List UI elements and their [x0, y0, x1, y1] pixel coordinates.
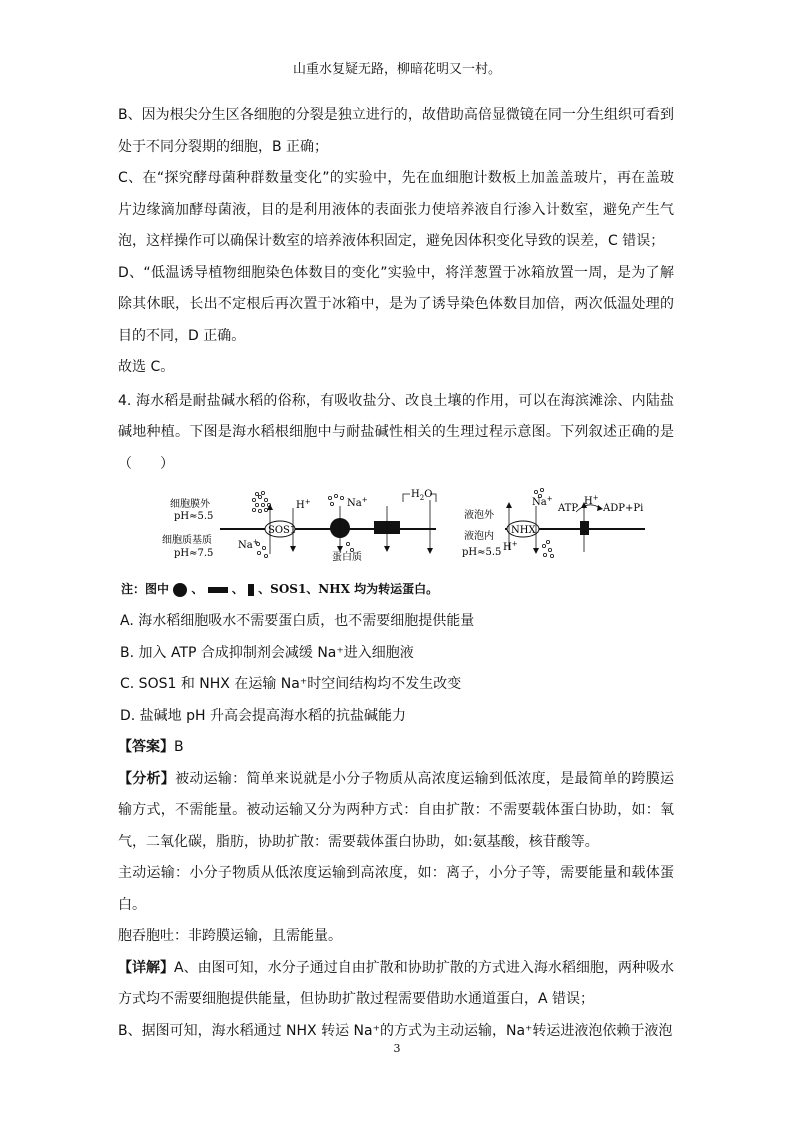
h-arrow-nhx-head	[506, 502, 512, 508]
option-b: B. 加入 ATP 合成抑制剂会减缓 Na⁺进入细胞液	[120, 644, 414, 661]
h2o-diffusion-arrow-head	[427, 548, 433, 554]
figure-note-suffix: 、SOS1、NHX 均为转运蛋白。	[258, 582, 439, 596]
figure-note	[121, 580, 438, 597]
label-cytoplasm: 细胞质基质	[162, 535, 212, 546]
document-body	[118, 100, 674, 1047]
nhx-label: NHX	[511, 525, 536, 536]
answer-value: B	[174, 739, 184, 755]
h-label-nhx: H+	[503, 540, 518, 553]
label-vacuole-ph: pH≈5.5	[462, 547, 502, 558]
analysis-text: 被动运输：简单来说就是小分子物质从高浓度运输到低浓度，是最简单的跨膜运输方式，不需能量。被动运输又分为两种方式：自由扩散：不需要载体蛋白协助，如：氧气，二氧化碳，脂肪，协助扩散：需要载体蛋白协助，如:氨基酸，核苷酸等。	[118, 770, 675, 850]
option-c: C. SOS1 和 NHX 在运输 Na⁺时空间结构均不发生改变	[120, 676, 462, 692]
detail-option-b: B、据图可知，海水稻通过 NHX 转运 Na⁺的方式为主动运输，Na⁺转运进液泡依赖于液泡	[118, 1022, 673, 1039]
h-label-pump: H+	[584, 494, 599, 507]
water-channel-arrow-head	[384, 546, 390, 552]
na-label-nhx: Na+	[532, 495, 553, 508]
figure-note-sep-2: 、	[231, 582, 244, 596]
na-arrow-head	[267, 504, 273, 510]
proton-pump	[580, 521, 589, 535]
label-inside-vacuole: 液泡内	[464, 531, 494, 542]
paragraph-option-b-explanation: B、因为根尖分生区各细胞的分裂是独立进行的，故借助高倍显微镜在同一分生组织可看到处于不同分裂期的细胞，B 正确；	[118, 107, 674, 155]
h2o-label: $H_2O$	[411, 489, 433, 502]
label-outside-ph: pH≈5.5	[174, 511, 214, 522]
page-header-motto: 山重水复疑无路，柳暗花明又一村。	[292, 62, 501, 77]
transport-diagram-svg	[118, 484, 674, 580]
h-label-sos1: H+	[296, 498, 311, 511]
page-number: 3	[393, 1042, 401, 1055]
adp-pi-label: ADP+Pi	[603, 503, 644, 514]
analysis-endocytosis: 胞吞胞吐：非跨膜运输，且需能量。	[118, 928, 342, 944]
legend-bar-icon	[208, 587, 228, 593]
analysis-paragraph	[118, 764, 674, 859]
sos1-label: SOS1	[268, 525, 297, 536]
detail-text: A、由图可知，水分子通过自由扩散和协助扩散的方式进入海水稻细胞，两种吸水方式均不需要细胞提供能量，但协助扩散过程需要借助水通道蛋白，A 错误；	[118, 959, 675, 1007]
label-cytoplasm-ph: pH≈7.5	[174, 548, 214, 559]
label-outside-vacuole: 液泡外	[464, 510, 494, 521]
protein-label: 蛋白质	[332, 552, 362, 563]
option-a: A. 海水稻细胞吸水不需要蛋白质，也不需要细胞提供能量	[120, 613, 475, 629]
paragraph-option-d-explanation: D、“低温诱导植物细胞染色体数目的变化”实验中，将洋葱置于冰箱放置一周，是为了解除其休眠，长出不定根后再次置于冰箱中，是为了诱导染色体数目加倍，两次低温处理的目的不同，D 正确。	[118, 264, 674, 344]
answer-line	[118, 732, 674, 764]
analysis-label: 【分析】	[118, 770, 176, 787]
detail-paragraph	[118, 953, 674, 1016]
atp-label: ATP	[558, 503, 579, 514]
question-stem: 4. 海水稻是耐盐碱水稻的俗称，有吸收盐分、改良土壤的作用，可以在海滨滩涂、内陆盐碱地种植。下图是海水稻根细胞中与耐盐碱性相关的生理过程示意图。下列叙述正确的是（ ）	[118, 392, 674, 472]
legend-block-icon	[248, 584, 254, 596]
legend-ball-icon	[173, 583, 187, 597]
transport-diagram	[118, 484, 674, 604]
detail-label: 【详解】	[118, 959, 175, 976]
h-arrow-head	[290, 546, 296, 552]
paragraph-conclusion: 故选 C。	[118, 359, 175, 375]
answer-label: 【答案】	[118, 739, 174, 755]
option-d: D. 盐碱地 pH 升高会提高海水稻的抗盐碱能力	[120, 707, 406, 724]
analysis-active-transport: 主动运输：小分子物质从低浓度运输到高浓度，如：离子，小分子等，需要能量和载体蛋白。	[118, 865, 674, 913]
figure-note-sep-1: 、	[191, 582, 204, 596]
na-arrow-nhx-head	[533, 548, 539, 554]
paragraph-option-c-explanation: C、在“探究酵母菌种群数量变化”的实验中，先在血细胞计数板上加盖盖玻片，再在盖玻片边缘滴加酵母菌液，目的是利用液体的表面张力使培养液自行渗入计数室，避免产生气泡，这样操作可以确保计数室的培养液体积固定，避免因体积变化导致的误差，C 错误；	[118, 170, 674, 249]
label-outside-cell: 细胞膜外	[170, 499, 210, 510]
figure-note-prefix: 注：图中	[121, 582, 170, 596]
h2o-bracket-left	[403, 494, 410, 502]
na-label-channel: Na+	[347, 496, 368, 509]
na-label-sos1: Na+	[238, 538, 259, 551]
